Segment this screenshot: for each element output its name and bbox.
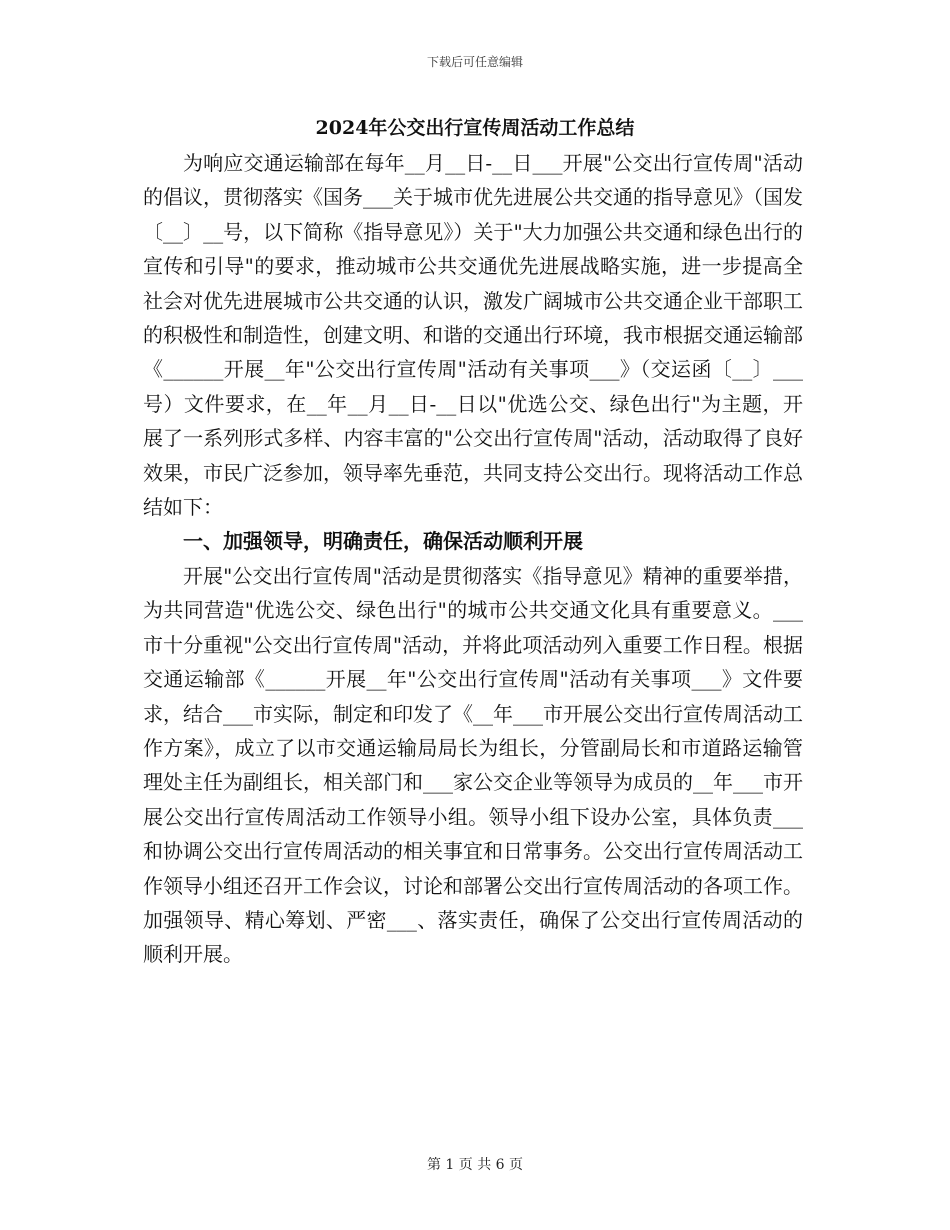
page-header-note: 下载后可任意编辑 (426, 55, 523, 69)
intro-paragraph: 为响应交通运输部在每年__月__日-__日___开展"公交出行宣传周"活动的倡议，贯彻落实《国务___关于城市优先进展公共交通的指导意见》（国发〔__〕__号，以下简称《指导意见》）关于"大力加强公共交通和绿色出行的宣传和引导"的要求，推动城市公共交通优先进展战略实施，进一步提高全社会对优先进展城市公共交通的认识，激发广阔城市公共交通企业干部职工的积极性和制造性，创建文明、和谐的交通出行环境，我市根据交通运输部《______开展__年"公交出行宣传周"活动有关事项___》（交运函〔__〕___号）文件要求，在__年__月__日-__日以"优选公交、绿色出行"为主题，开展了一系列形式多样、内容丰富的"公交出行宣传周"活动，活动取得了良好效果，市民广泛参加，领导率先垂范，共同支持公交出行。现将活动工作总结如下： (143, 151, 803, 520)
section-paragraph: 开展"公交出行宣传周"活动是贯彻落实《指导意见》精神的重要举措，为共同营造"优选公交、绿色出行"的城市公共交通文化具有重要意义。___市十分重视"公交出行宣传周"活动，并将此项活动列入重要工作日程。根据交通运输部《______开展__年"公交出行宣传周"活动有关事项___》文件要求，结合___市实际，制定和印发了《__年___市开展公交出行宣传周活动工作方案》，成立了以市交通运输局局长为组长，分管副局长和市道路运输管理处主任为副组长，相关部门和___家公交企业等领导为成员的__年___市开展公交出行宣传周活动工作领导小组。领导小组下设办公室，具体负责___和协调公交出行宣传周活动的相关事宜和日常事务。公交出行宣传周活动工作领导小组还召开工作会议，讨论和部署公交出行宣传周活动的各项工作。加强领导、精心筹划、严密___、落实责任，确保了公交出行宣传周活动的顺利开展。 (143, 563, 803, 967)
page-number: 第 1 页 共 6 页 (426, 1157, 524, 1173)
document-body (143, 146, 803, 972)
document-title: 2024年公交出行宣传周活动工作总结 (315, 117, 635, 139)
section-heading: 一、加强领导，明确责任，确保活动顺利开展 (183, 529, 583, 554)
